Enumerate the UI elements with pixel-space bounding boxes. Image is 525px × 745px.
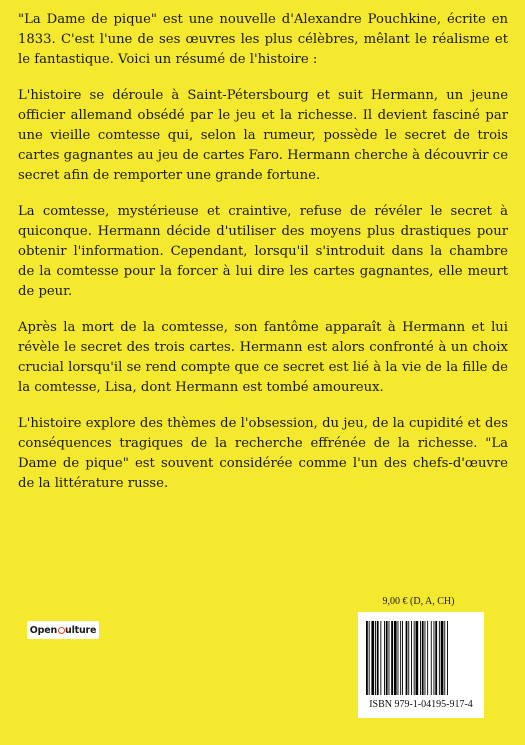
summary-paragraph-3: La comtesse, mystérieuse et craintive, refuse de révéler le secret à quiconque. Hermann décide d'utiliser des moyens plus drastiques pour obtenir l'information. Cependant, lorsqu'il s'introduit dans la chambre de la comtesse pour la forcer à lui dire les cartes gagnantes, elle meurt de peur. xyxy=(18,204,508,299)
summary-paragraph-2: L'histoire se déroule à Saint-Pétersbourg et suit Hermann, un jeune officier allemand obsédé par le jeu et la richesse. Il devient fasciné par une vieille comtesse qui, selon la rumeur, possède le secret de trois cartes gagnantes au jeu de cartes Faro. Hermann cherche à découvrir ce secret afin de remporter une grande fortune. xyxy=(18,88,508,183)
back-cover-summary xyxy=(18,10,508,510)
publisher-logo-text-ulture: ulture xyxy=(65,624,97,636)
barcode-icon xyxy=(366,621,476,695)
publisher-logo-text-open: Open xyxy=(29,624,58,636)
barcode-panel xyxy=(358,612,484,718)
summary-paragraph-5: L'histoire explore des thèmes de l'obsession, du jeu, de la cupidité et des conséquences tragiques de la recherche effrénée de la richesse. "La Dame de pique" est souvent considérée comme l'un des chefs-d'œuvre de la littérature russe. xyxy=(18,416,508,491)
summary-paragraph-1: "La Dame de pique" est une nouvelle d'Alexandre Pouchkine, écrite en 1833. C'est l'une de ses œuvres les plus célèbres, mêlant le réalisme et le fantastique. Voici un résumé de l'histoire : xyxy=(18,12,508,67)
price-label: 9,00 € (D, A, CH) xyxy=(382,596,455,607)
summary-paragraph-4: Après la mort de la comtesse, son fantôme apparaît à Hermann et lui révèle le secret des trois cartes. Hermann est alors confronté à un choix crucial lorsqu'il se rend compte que ce secret est lié à la vie de la fille de la comtesse, Lisa, dont Hermann est tombé amoureux. xyxy=(18,320,508,395)
isbn-label: ISBN 979-1-04195-917-4 xyxy=(369,699,473,710)
ring-c-icon xyxy=(58,627,65,634)
publisher-logo xyxy=(27,621,99,639)
